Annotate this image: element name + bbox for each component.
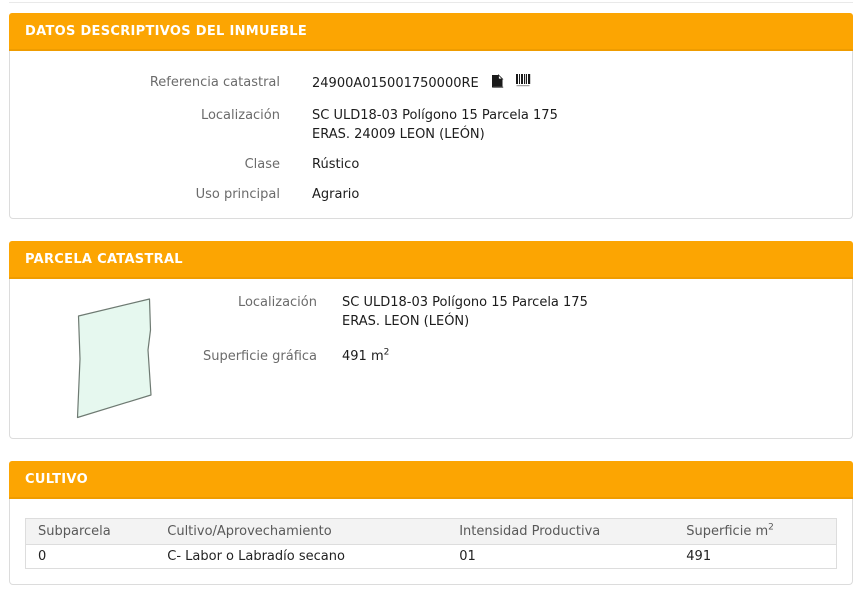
parcel-fields [162, 292, 588, 426]
section-body-parcela [9, 279, 853, 439]
localizacion-line-2: ERAS. LEON (LEÓN) [342, 314, 470, 329]
parcel-map[interactable] [70, 292, 162, 426]
cell-intensidad: 01 [447, 545, 674, 569]
field-label: Referencia catastral [149, 75, 280, 90]
section-datos-descriptivos [9, 13, 853, 219]
localizacion-line-1: SC ULD18-03 Polígono 15 Parcela 175 [312, 108, 558, 123]
parcel-outline [78, 299, 152, 418]
cell-superficie: 491 [674, 545, 836, 569]
section-title: DATOS DESCRIPTIVOS DEL INMUEBLE [25, 23, 308, 39]
field-value [312, 106, 558, 144]
field-referencia-catastral [10, 73, 852, 95]
field-superficie-grafica [162, 347, 588, 366]
field-uso-principal [10, 185, 852, 204]
top-divider [9, 2, 853, 3]
section-title: CULTIVO [25, 471, 88, 487]
field-label: Localización [237, 295, 317, 310]
column-header-superficie: Superficie $m^2$ [674, 519, 836, 545]
field-value [312, 73, 532, 95]
field-label: Localización [200, 108, 280, 123]
field-value [342, 293, 588, 331]
cell-cultivo: C- Labor o Labradío secano [155, 545, 447, 569]
column-header-subparcela: Subparcela [26, 519, 156, 545]
section-body-cultivo [9, 499, 853, 585]
section-parcela-catastral [9, 241, 853, 439]
field-value: 491 $m^2$ [342, 347, 390, 364]
field-localizacion [162, 293, 588, 331]
column-header-intensidad: Intensidad Productiva [447, 519, 674, 545]
field-label: Clase [244, 157, 280, 172]
field-value: Agrario [312, 187, 360, 202]
cell-subparcela: 0 [26, 545, 156, 569]
referencia-catastral-value: 24900A015001750000RE [312, 76, 479, 91]
field-localizacion [10, 106, 852, 144]
column-header-cultivo: Cultivo/Aprovechamiento [155, 519, 447, 545]
localizacion-line-1: SC ULD18-03 Polígono 15 Parcela 175 [342, 295, 588, 310]
section-header-parcela [9, 241, 853, 279]
field-label: Superficie gráfica [202, 349, 317, 364]
localizacion-line-2: ERAS. 24009 LEON (LEÓN) [312, 127, 485, 142]
field-value: Rústico [312, 157, 360, 172]
barcode-icon[interactable] [515, 73, 532, 95]
cultivo-table [25, 518, 837, 569]
copy-document-icon[interactable] [490, 73, 504, 95]
field-label: Uso principal [195, 187, 280, 202]
table-row [26, 545, 837, 569]
section-header-datos [9, 13, 853, 51]
table-header-row [26, 519, 837, 545]
section-body-datos [9, 51, 853, 219]
section-title: PARCELA CATASTRAL [25, 251, 183, 267]
field-clase [10, 155, 852, 174]
section-header-cultivo [9, 461, 853, 499]
section-cultivo [9, 461, 853, 585]
